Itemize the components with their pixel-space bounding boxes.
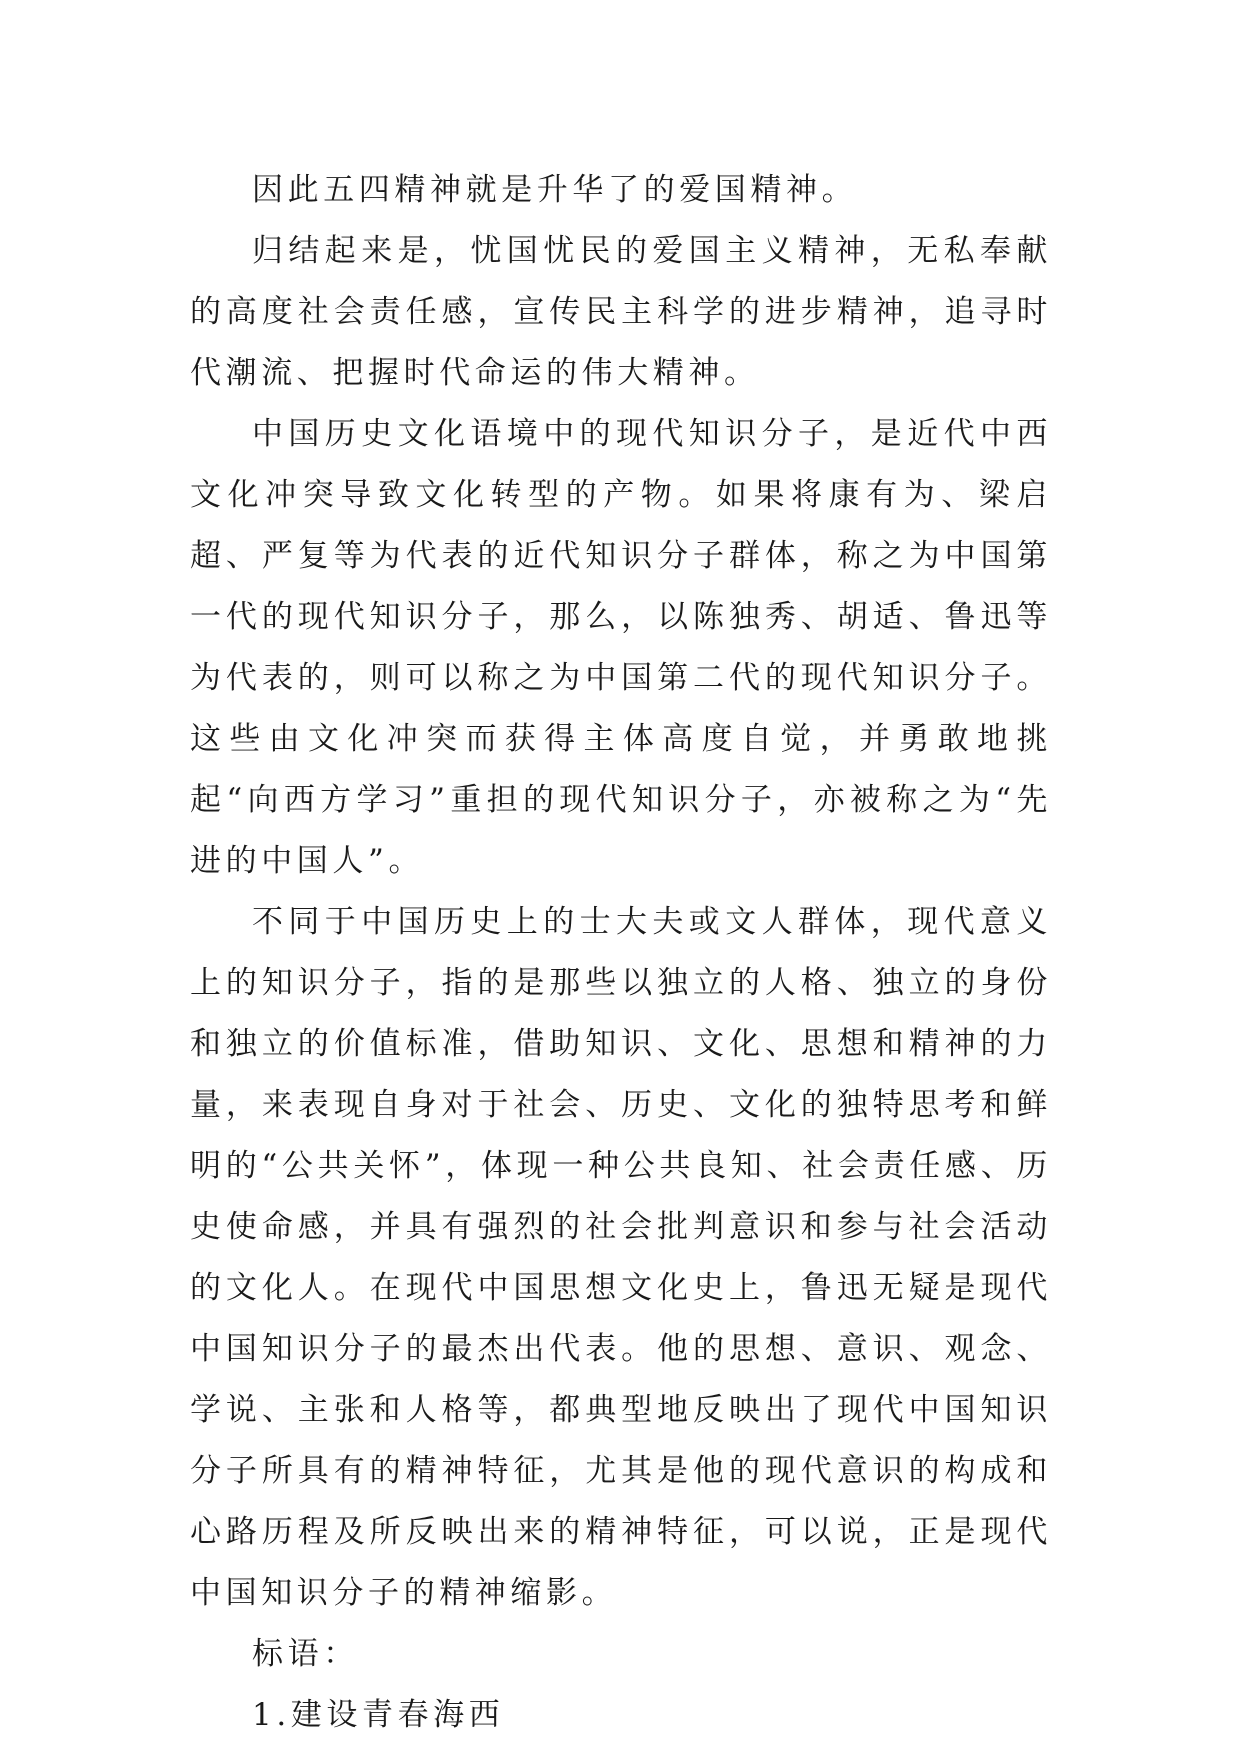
paragraph-conclusion: 因此五四精神就是升华了的爱国精神。 (252, 172, 858, 208)
paragraph-slogan-heading: 标语： (252, 1636, 359, 1672)
slogan-list-item: 1.建设青春海西 (252, 1697, 505, 1733)
paragraph-intellectuals-origin: 中国历史文化语境中的现代知识分子，是近代中西文化冲突导致文化转型的产物。如果将康有为、梁启超、严复等为代表的近代知识分子群体，称之为中国第一代的现代知识分子，那么，以陈独秀、胡适、鲁迅等为代表的，则可以称之为中国第二代的现代知识分子。这些由文化冲突而获得主体高度自觉，并勇敢地挑起“向西方学习”重担的现代知识分子，亦被称之为“先进的中国人”。 (190, 416, 1052, 879)
paragraph-summary: 归结起来是，忧国忧民的爱国主义精神，无私奉献的高度社会责任感，宣传民主科学的进步精神，追寻时代潮流、把握时代命运的伟大精神。 (190, 233, 1052, 391)
body-text (190, 160, 1052, 1746)
paragraph-intellectuals-definition: 不同于中国历史上的士大夫或文人群体，现代意义上的知识分子，指的是那些以独立的人格、独立的身份和独立的价值标准，借助知识、文化、思想和精神的力量，来表现自身对于社会、历史、文化的独特思考和鲜明的“公共关怀”，体现一种公共良知、社会责任感、历史使命感，并具有强烈的社会批判意识和参与社会活动的文化人。在现代中国思想文化史上，鲁迅无疑是现代中国知识分子的最杰出代表。他的思想、意识、观念、学说、主张和人格等，都典型地反映出了现代中国知识分子所具有的精神特征，尤其是他的现代意识的构成和心路历程及所反映出来的精神特征，可以说，正是现代中国知识分子的精神缩影。 (190, 904, 1052, 1611)
